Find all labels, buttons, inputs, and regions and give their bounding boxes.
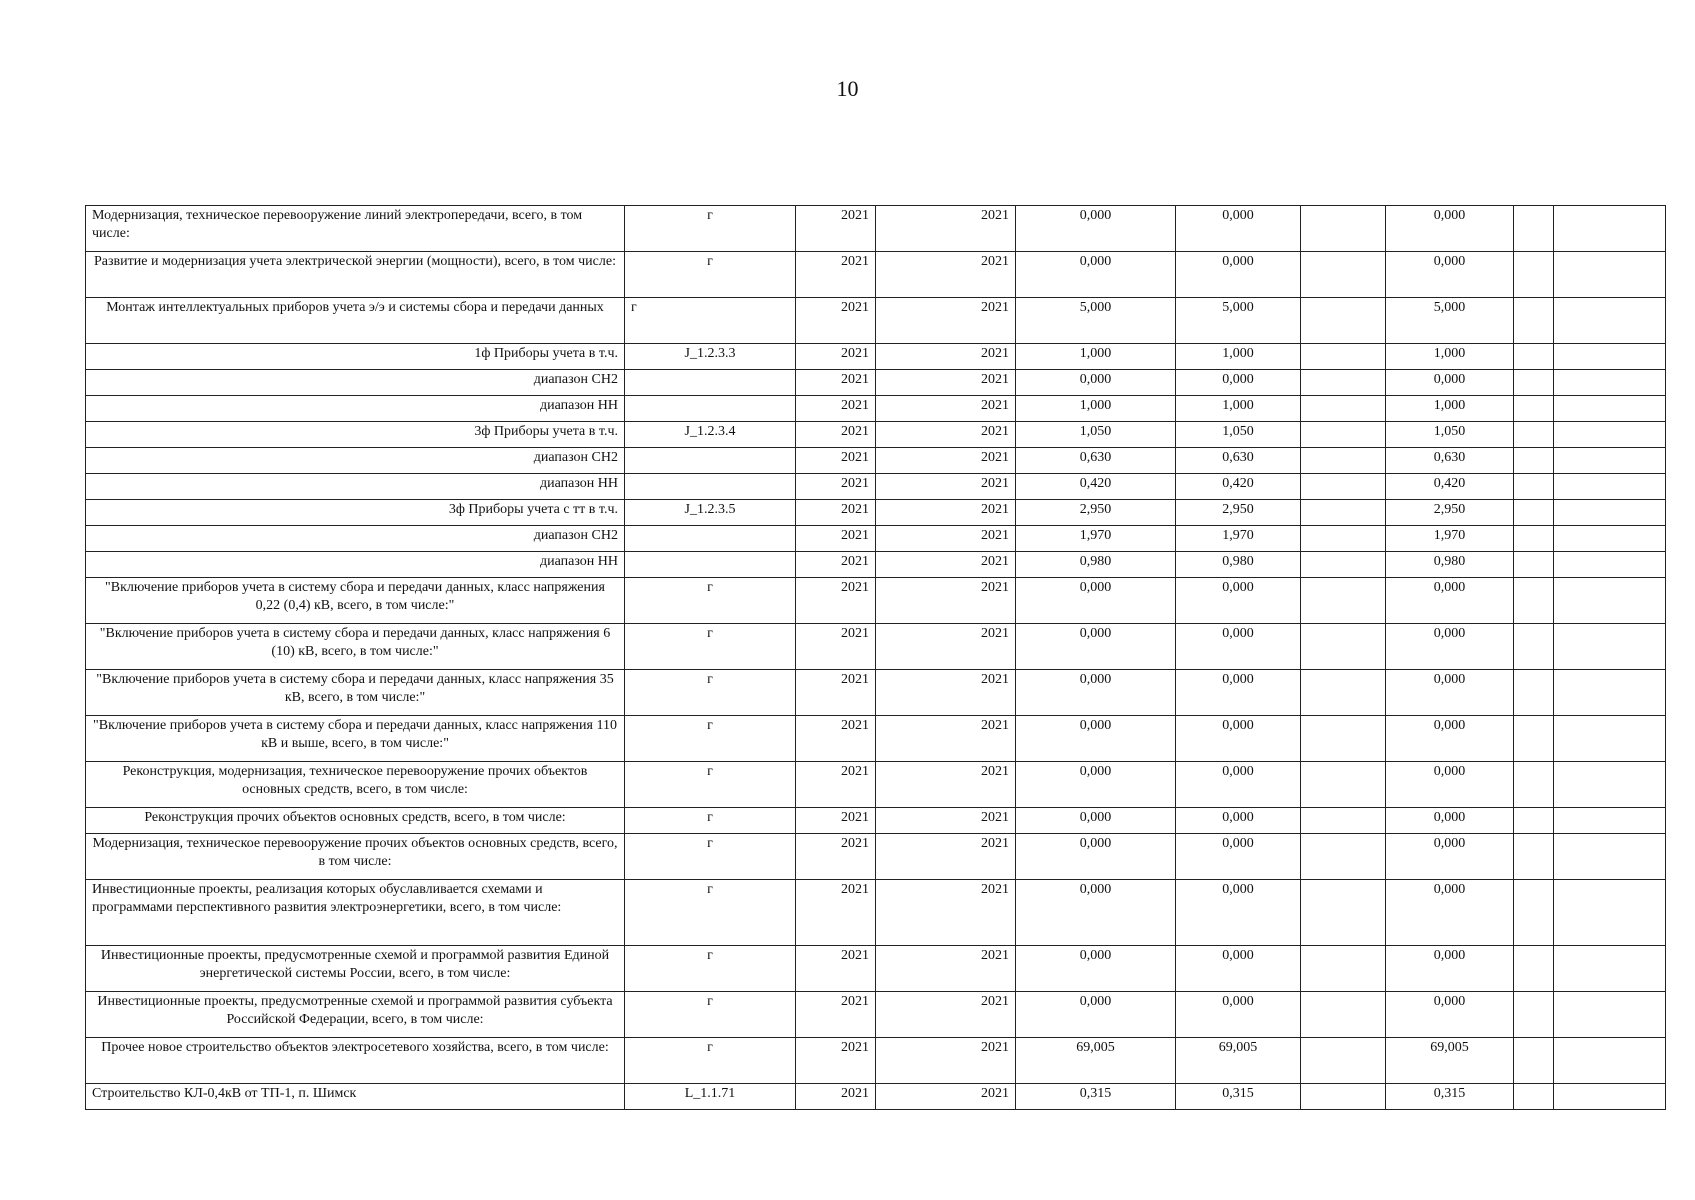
row-year-start-cell: 2021 bbox=[796, 716, 876, 762]
row-year-start-cell: 2021 bbox=[796, 344, 876, 370]
row-empty-cell-a bbox=[1514, 422, 1554, 448]
table-row bbox=[86, 474, 1666, 500]
row-value-2-cell: 1,970 bbox=[1176, 526, 1301, 552]
row-value-2-cell: 0,000 bbox=[1176, 252, 1301, 298]
row-value-1-cell: 1,000 bbox=[1016, 344, 1176, 370]
row-year-end-cell: 2021 bbox=[876, 624, 1016, 670]
row-value-3-cell bbox=[1301, 670, 1386, 716]
row-year-end-cell: 2021 bbox=[876, 370, 1016, 396]
row-value-2-cell: 2,950 bbox=[1176, 500, 1301, 526]
row-empty-cell-b bbox=[1554, 946, 1666, 992]
row-value-1-cell: 0,000 bbox=[1016, 880, 1176, 946]
row-empty-cell-b bbox=[1554, 670, 1666, 716]
row-code-cell: г bbox=[625, 578, 796, 624]
row-year-end-cell: 2021 bbox=[876, 206, 1016, 252]
row-year-end-cell: 2021 bbox=[876, 1084, 1016, 1110]
row-value-2-cell: 1,000 bbox=[1176, 396, 1301, 422]
row-year-end-cell: 2021 bbox=[876, 834, 1016, 880]
row-empty-cell-a bbox=[1514, 206, 1554, 252]
row-year-end-cell: 2021 bbox=[876, 946, 1016, 992]
row-value-2-cell: 0,000 bbox=[1176, 206, 1301, 252]
row-empty-cell-b bbox=[1554, 474, 1666, 500]
row-value-3-cell bbox=[1301, 252, 1386, 298]
row-value-1-cell: 0,000 bbox=[1016, 716, 1176, 762]
row-empty-cell-b bbox=[1554, 448, 1666, 474]
row-value-1-cell: 0,000 bbox=[1016, 206, 1176, 252]
row-year-start-cell: 2021 bbox=[796, 834, 876, 880]
row-value-2-cell: 0,000 bbox=[1176, 624, 1301, 670]
table-row bbox=[86, 808, 1666, 834]
row-value-4-cell: 0,000 bbox=[1386, 834, 1514, 880]
row-value-4-cell: 0,000 bbox=[1386, 252, 1514, 298]
row-empty-cell-b bbox=[1554, 716, 1666, 762]
row-year-start-cell: 2021 bbox=[796, 670, 876, 716]
row-name-cell: Реконструкция прочих объектов основных средств, всего, в том числе: bbox=[86, 808, 625, 834]
table-row bbox=[86, 500, 1666, 526]
row-empty-cell-a bbox=[1514, 252, 1554, 298]
row-year-start-cell: 2021 bbox=[796, 946, 876, 992]
row-value-1-cell: 0,000 bbox=[1016, 808, 1176, 834]
row-value-2-cell: 0,420 bbox=[1176, 474, 1301, 500]
row-name-cell: Инвестиционные проекты, предусмотренные схемой и программой развития Единой энергетической системы России, всего, в том числе: bbox=[86, 946, 625, 992]
row-value-4-cell: 0,000 bbox=[1386, 578, 1514, 624]
row-value-1-cell: 0,000 bbox=[1016, 946, 1176, 992]
row-name-cell: 3ф Приборы учета с тт в т.ч. bbox=[86, 500, 625, 526]
row-value-1-cell: 0,000 bbox=[1016, 624, 1176, 670]
row-year-start-cell: 2021 bbox=[796, 578, 876, 624]
row-value-3-cell bbox=[1301, 298, 1386, 344]
row-value-1-cell: 0,000 bbox=[1016, 762, 1176, 808]
row-code-cell: J_1.2.3.4 bbox=[625, 422, 796, 448]
row-value-3-cell bbox=[1301, 1038, 1386, 1084]
row-name-cell: диапазон НН bbox=[86, 474, 625, 500]
row-year-start-cell: 2021 bbox=[796, 252, 876, 298]
row-empty-cell-a bbox=[1514, 552, 1554, 578]
table-row bbox=[86, 206, 1666, 252]
row-empty-cell-b bbox=[1554, 578, 1666, 624]
row-year-start-cell: 2021 bbox=[796, 206, 876, 252]
row-year-end-cell: 2021 bbox=[876, 578, 1016, 624]
table-row bbox=[86, 1038, 1666, 1084]
row-value-4-cell: 1,970 bbox=[1386, 526, 1514, 552]
row-value-3-cell bbox=[1301, 578, 1386, 624]
row-name-cell: 3ф Приборы учета в т.ч. bbox=[86, 422, 625, 448]
row-year-end-cell: 2021 bbox=[876, 716, 1016, 762]
table-row bbox=[86, 396, 1666, 422]
row-value-3-cell bbox=[1301, 422, 1386, 448]
row-value-2-cell: 0,000 bbox=[1176, 370, 1301, 396]
row-name-cell: диапазон НН bbox=[86, 552, 625, 578]
row-name-cell: "Включение приборов учета в систему сбора и передачи данных, класс напряжения 110 кВ и выше, всего, в том числе:" bbox=[86, 716, 625, 762]
row-code-cell: г bbox=[625, 880, 796, 946]
row-year-start-cell: 2021 bbox=[796, 624, 876, 670]
row-year-start-cell: 2021 bbox=[796, 298, 876, 344]
row-value-3-cell bbox=[1301, 500, 1386, 526]
row-value-3-cell bbox=[1301, 992, 1386, 1038]
row-year-start-cell: 2021 bbox=[796, 370, 876, 396]
row-empty-cell-a bbox=[1514, 526, 1554, 552]
table-row bbox=[86, 552, 1666, 578]
row-empty-cell-a bbox=[1514, 670, 1554, 716]
row-name-cell: "Включение приборов учета в систему сбора и передачи данных, класс напряжения 6 (10) кВ, всего, в том числе:" bbox=[86, 624, 625, 670]
row-name-cell: Инвестиционные проекты, предусмотренные схемой и программой развития субъекта Российской Федерации, всего, в том числе: bbox=[86, 992, 625, 1038]
row-value-2-cell: 1,050 bbox=[1176, 422, 1301, 448]
row-value-3-cell bbox=[1301, 370, 1386, 396]
row-value-1-cell: 0,000 bbox=[1016, 252, 1176, 298]
row-value-1-cell: 0,315 bbox=[1016, 1084, 1176, 1110]
row-code-cell: г bbox=[625, 624, 796, 670]
row-empty-cell-a bbox=[1514, 344, 1554, 370]
row-value-2-cell: 0,000 bbox=[1176, 946, 1301, 992]
row-code-cell: г bbox=[625, 808, 796, 834]
row-name-cell: диапазон СН2 bbox=[86, 526, 625, 552]
row-year-end-cell: 2021 bbox=[876, 344, 1016, 370]
row-value-4-cell: 0,000 bbox=[1386, 992, 1514, 1038]
row-code-cell: J_1.2.3.3 bbox=[625, 344, 796, 370]
row-value-2-cell: 0,000 bbox=[1176, 762, 1301, 808]
row-code-cell: г bbox=[625, 834, 796, 880]
row-value-2-cell: 0,000 bbox=[1176, 834, 1301, 880]
row-name-cell: диапазон СН2 bbox=[86, 448, 625, 474]
row-name-cell: "Включение приборов учета в систему сбора и передачи данных, класс напряжения 0,22 (0,4) кВ, всего, в том числе:" bbox=[86, 578, 625, 624]
row-empty-cell-b bbox=[1554, 1038, 1666, 1084]
row-empty-cell-a bbox=[1514, 448, 1554, 474]
table-row bbox=[86, 834, 1666, 880]
row-name-cell: "Включение приборов учета в систему сбора и передачи данных, класс напряжения 35 кВ, всего, в том числе:" bbox=[86, 670, 625, 716]
row-empty-cell-a bbox=[1514, 834, 1554, 880]
row-value-1-cell: 69,005 bbox=[1016, 1038, 1176, 1084]
row-value-3-cell bbox=[1301, 624, 1386, 670]
row-value-3-cell bbox=[1301, 762, 1386, 808]
row-value-4-cell: 0,315 bbox=[1386, 1084, 1514, 1110]
row-empty-cell-a bbox=[1514, 578, 1554, 624]
row-year-start-cell: 2021 bbox=[796, 762, 876, 808]
row-value-4-cell: 0,000 bbox=[1386, 762, 1514, 808]
row-year-end-cell: 2021 bbox=[876, 880, 1016, 946]
row-value-1-cell: 2,950 bbox=[1016, 500, 1176, 526]
row-value-4-cell: 0,000 bbox=[1386, 670, 1514, 716]
row-code-cell: J_1.2.3.5 bbox=[625, 500, 796, 526]
row-empty-cell-a bbox=[1514, 808, 1554, 834]
row-year-end-cell: 2021 bbox=[876, 670, 1016, 716]
row-code-cell bbox=[625, 396, 796, 422]
row-year-end-cell: 2021 bbox=[876, 298, 1016, 344]
row-value-2-cell: 5,000 bbox=[1176, 298, 1301, 344]
row-year-end-cell: 2021 bbox=[876, 992, 1016, 1038]
row-name-cell: Строительство КЛ-0,4кВ от ТП-1, п. Шимск bbox=[86, 1084, 625, 1110]
row-empty-cell-b bbox=[1554, 298, 1666, 344]
row-year-start-cell: 2021 bbox=[796, 552, 876, 578]
row-value-2-cell: 0,980 bbox=[1176, 552, 1301, 578]
row-empty-cell-a bbox=[1514, 992, 1554, 1038]
table-row bbox=[86, 624, 1666, 670]
row-value-4-cell: 69,005 bbox=[1386, 1038, 1514, 1084]
row-value-4-cell: 1,050 bbox=[1386, 422, 1514, 448]
row-value-2-cell: 0,000 bbox=[1176, 716, 1301, 762]
row-value-4-cell: 1,000 bbox=[1386, 344, 1514, 370]
row-empty-cell-b bbox=[1554, 624, 1666, 670]
row-empty-cell-b bbox=[1554, 808, 1666, 834]
row-empty-cell-b bbox=[1554, 422, 1666, 448]
row-empty-cell-b bbox=[1554, 344, 1666, 370]
row-code-cell: г bbox=[625, 762, 796, 808]
row-value-2-cell: 0,000 bbox=[1176, 578, 1301, 624]
row-code-cell: г bbox=[625, 252, 796, 298]
row-value-2-cell: 0,630 bbox=[1176, 448, 1301, 474]
row-year-start-cell: 2021 bbox=[796, 1084, 876, 1110]
row-year-end-cell: 2021 bbox=[876, 474, 1016, 500]
row-value-3-cell bbox=[1301, 808, 1386, 834]
row-value-1-cell: 0,000 bbox=[1016, 578, 1176, 624]
row-code-cell: г bbox=[625, 1038, 796, 1084]
row-year-start-cell: 2021 bbox=[796, 526, 876, 552]
row-year-start-cell: 2021 bbox=[796, 422, 876, 448]
row-value-1-cell: 0,000 bbox=[1016, 370, 1176, 396]
row-empty-cell-a bbox=[1514, 946, 1554, 992]
row-code-cell: г bbox=[625, 670, 796, 716]
row-value-2-cell: 0,000 bbox=[1176, 880, 1301, 946]
investment-table bbox=[85, 205, 1666, 1110]
row-empty-cell-b bbox=[1554, 1084, 1666, 1110]
row-year-end-cell: 2021 bbox=[876, 552, 1016, 578]
row-value-4-cell: 0,630 bbox=[1386, 448, 1514, 474]
row-value-4-cell: 0,000 bbox=[1386, 946, 1514, 992]
page-number: 10 bbox=[836, 76, 859, 101]
row-empty-cell-a bbox=[1514, 500, 1554, 526]
row-empty-cell-b bbox=[1554, 552, 1666, 578]
row-year-start-cell: 2021 bbox=[796, 992, 876, 1038]
row-value-3-cell bbox=[1301, 1084, 1386, 1110]
row-empty-cell-b bbox=[1554, 396, 1666, 422]
table-row bbox=[86, 880, 1666, 946]
row-value-3-cell bbox=[1301, 526, 1386, 552]
row-code-cell: г bbox=[625, 946, 796, 992]
row-value-3-cell bbox=[1301, 552, 1386, 578]
table-row bbox=[86, 716, 1666, 762]
row-name-cell: Инвестиционные проекты, реализация которых обуславливается схемами и программами перспективного развития электроэнергетики, всего, в том числе: bbox=[86, 880, 625, 946]
row-empty-cell-b bbox=[1554, 370, 1666, 396]
row-year-end-cell: 2021 bbox=[876, 808, 1016, 834]
row-code-cell bbox=[625, 474, 796, 500]
table-row bbox=[86, 526, 1666, 552]
row-year-end-cell: 2021 bbox=[876, 1038, 1016, 1084]
row-empty-cell-a bbox=[1514, 370, 1554, 396]
row-value-1-cell: 5,000 bbox=[1016, 298, 1176, 344]
row-value-3-cell bbox=[1301, 344, 1386, 370]
table-row bbox=[86, 370, 1666, 396]
row-code-cell: L_1.1.71 bbox=[625, 1084, 796, 1110]
row-value-2-cell: 0,000 bbox=[1176, 670, 1301, 716]
row-empty-cell-a bbox=[1514, 880, 1554, 946]
table-row bbox=[86, 1084, 1666, 1110]
row-value-2-cell: 0,000 bbox=[1176, 808, 1301, 834]
row-value-2-cell: 0,315 bbox=[1176, 1084, 1301, 1110]
table-row bbox=[86, 992, 1666, 1038]
row-value-4-cell: 0,000 bbox=[1386, 880, 1514, 946]
table-row bbox=[86, 448, 1666, 474]
row-value-3-cell bbox=[1301, 206, 1386, 252]
row-year-start-cell: 2021 bbox=[796, 448, 876, 474]
row-name-cell: Прочее новое строительство объектов электросетевого хозяйства, всего, в том числе: bbox=[86, 1038, 625, 1084]
row-value-1-cell: 0,000 bbox=[1016, 670, 1176, 716]
row-empty-cell-b bbox=[1554, 762, 1666, 808]
row-year-start-cell: 2021 bbox=[796, 474, 876, 500]
row-year-end-cell: 2021 bbox=[876, 252, 1016, 298]
row-year-start-cell: 2021 bbox=[796, 500, 876, 526]
table-row bbox=[86, 298, 1666, 344]
row-year-start-cell: 2021 bbox=[796, 396, 876, 422]
row-year-end-cell: 2021 bbox=[876, 500, 1016, 526]
row-value-3-cell bbox=[1301, 946, 1386, 992]
row-value-3-cell bbox=[1301, 834, 1386, 880]
row-name-cell: диапазон СН2 bbox=[86, 370, 625, 396]
table-row bbox=[86, 762, 1666, 808]
row-empty-cell-b bbox=[1554, 526, 1666, 552]
row-value-4-cell: 0,000 bbox=[1386, 624, 1514, 670]
row-value-4-cell: 0,000 bbox=[1386, 808, 1514, 834]
row-empty-cell-a bbox=[1514, 1038, 1554, 1084]
row-value-2-cell: 1,000 bbox=[1176, 344, 1301, 370]
row-value-2-cell: 0,000 bbox=[1176, 992, 1301, 1038]
row-value-4-cell: 0,000 bbox=[1386, 370, 1514, 396]
row-code-cell bbox=[625, 448, 796, 474]
row-value-2-cell: 69,005 bbox=[1176, 1038, 1301, 1084]
row-name-cell: Реконструкция, модернизация, техническое перевооружение прочих объектов основных средств, всего, в том числе: bbox=[86, 762, 625, 808]
row-code-cell: г bbox=[625, 206, 796, 252]
table-row bbox=[86, 670, 1666, 716]
row-code-cell: г bbox=[625, 298, 796, 344]
row-value-4-cell: 0,980 bbox=[1386, 552, 1514, 578]
row-year-start-cell: 2021 bbox=[796, 880, 876, 946]
row-value-3-cell bbox=[1301, 716, 1386, 762]
row-year-end-cell: 2021 bbox=[876, 762, 1016, 808]
row-empty-cell-a bbox=[1514, 1084, 1554, 1110]
row-year-end-cell: 2021 bbox=[876, 422, 1016, 448]
row-value-3-cell bbox=[1301, 448, 1386, 474]
row-value-1-cell: 1,050 bbox=[1016, 422, 1176, 448]
row-value-1-cell: 0,000 bbox=[1016, 834, 1176, 880]
row-name-cell: Развитие и модернизация учета электрической энергии (мощности), всего, в том числе: bbox=[86, 252, 625, 298]
row-year-start-cell: 2021 bbox=[796, 1038, 876, 1084]
row-empty-cell-a bbox=[1514, 716, 1554, 762]
table-row bbox=[86, 252, 1666, 298]
row-value-1-cell: 1,000 bbox=[1016, 396, 1176, 422]
table-row bbox=[86, 344, 1666, 370]
row-name-cell: Монтаж интеллектуальных приборов учета э/э и системы сбора и передачи данных bbox=[86, 298, 625, 344]
row-name-cell: 1ф Приборы учета в т.ч. bbox=[86, 344, 625, 370]
row-empty-cell-b bbox=[1554, 880, 1666, 946]
row-year-end-cell: 2021 bbox=[876, 448, 1016, 474]
table-row bbox=[86, 946, 1666, 992]
row-empty-cell-b bbox=[1554, 206, 1666, 252]
row-year-start-cell: 2021 bbox=[796, 808, 876, 834]
row-year-end-cell: 2021 bbox=[876, 396, 1016, 422]
row-value-4-cell: 0,000 bbox=[1386, 206, 1514, 252]
row-empty-cell-b bbox=[1554, 252, 1666, 298]
row-value-4-cell: 0,000 bbox=[1386, 716, 1514, 762]
row-value-3-cell bbox=[1301, 396, 1386, 422]
table-row bbox=[86, 578, 1666, 624]
row-empty-cell-a bbox=[1514, 624, 1554, 670]
row-name-cell: диапазон НН bbox=[86, 396, 625, 422]
row-code-cell bbox=[625, 370, 796, 396]
row-value-4-cell: 1,000 bbox=[1386, 396, 1514, 422]
row-name-cell: Модернизация, техническое перевооружение линий электропередачи, всего, в том числе: bbox=[86, 206, 625, 252]
row-value-1-cell: 0,980 bbox=[1016, 552, 1176, 578]
row-name-cell: Модернизация, техническое перевооружение прочих объектов основных средств, всего, в том числе: bbox=[86, 834, 625, 880]
row-empty-cell-b bbox=[1554, 500, 1666, 526]
row-value-1-cell: 0,420 bbox=[1016, 474, 1176, 500]
row-value-3-cell bbox=[1301, 880, 1386, 946]
row-empty-cell-a bbox=[1514, 474, 1554, 500]
row-empty-cell-b bbox=[1554, 992, 1666, 1038]
row-empty-cell-a bbox=[1514, 396, 1554, 422]
table-row bbox=[86, 422, 1666, 448]
row-empty-cell-b bbox=[1554, 834, 1666, 880]
row-code-cell bbox=[625, 552, 796, 578]
row-value-1-cell: 0,000 bbox=[1016, 992, 1176, 1038]
row-code-cell: г bbox=[625, 716, 796, 762]
row-empty-cell-a bbox=[1514, 762, 1554, 808]
row-value-1-cell: 0,630 bbox=[1016, 448, 1176, 474]
row-value-4-cell: 2,950 bbox=[1386, 500, 1514, 526]
row-empty-cell-a bbox=[1514, 298, 1554, 344]
row-value-4-cell: 0,420 bbox=[1386, 474, 1514, 500]
row-code-cell: г bbox=[625, 992, 796, 1038]
row-year-end-cell: 2021 bbox=[876, 526, 1016, 552]
row-value-4-cell: 5,000 bbox=[1386, 298, 1514, 344]
row-value-3-cell bbox=[1301, 474, 1386, 500]
row-value-1-cell: 1,970 bbox=[1016, 526, 1176, 552]
row-code-cell bbox=[625, 526, 796, 552]
